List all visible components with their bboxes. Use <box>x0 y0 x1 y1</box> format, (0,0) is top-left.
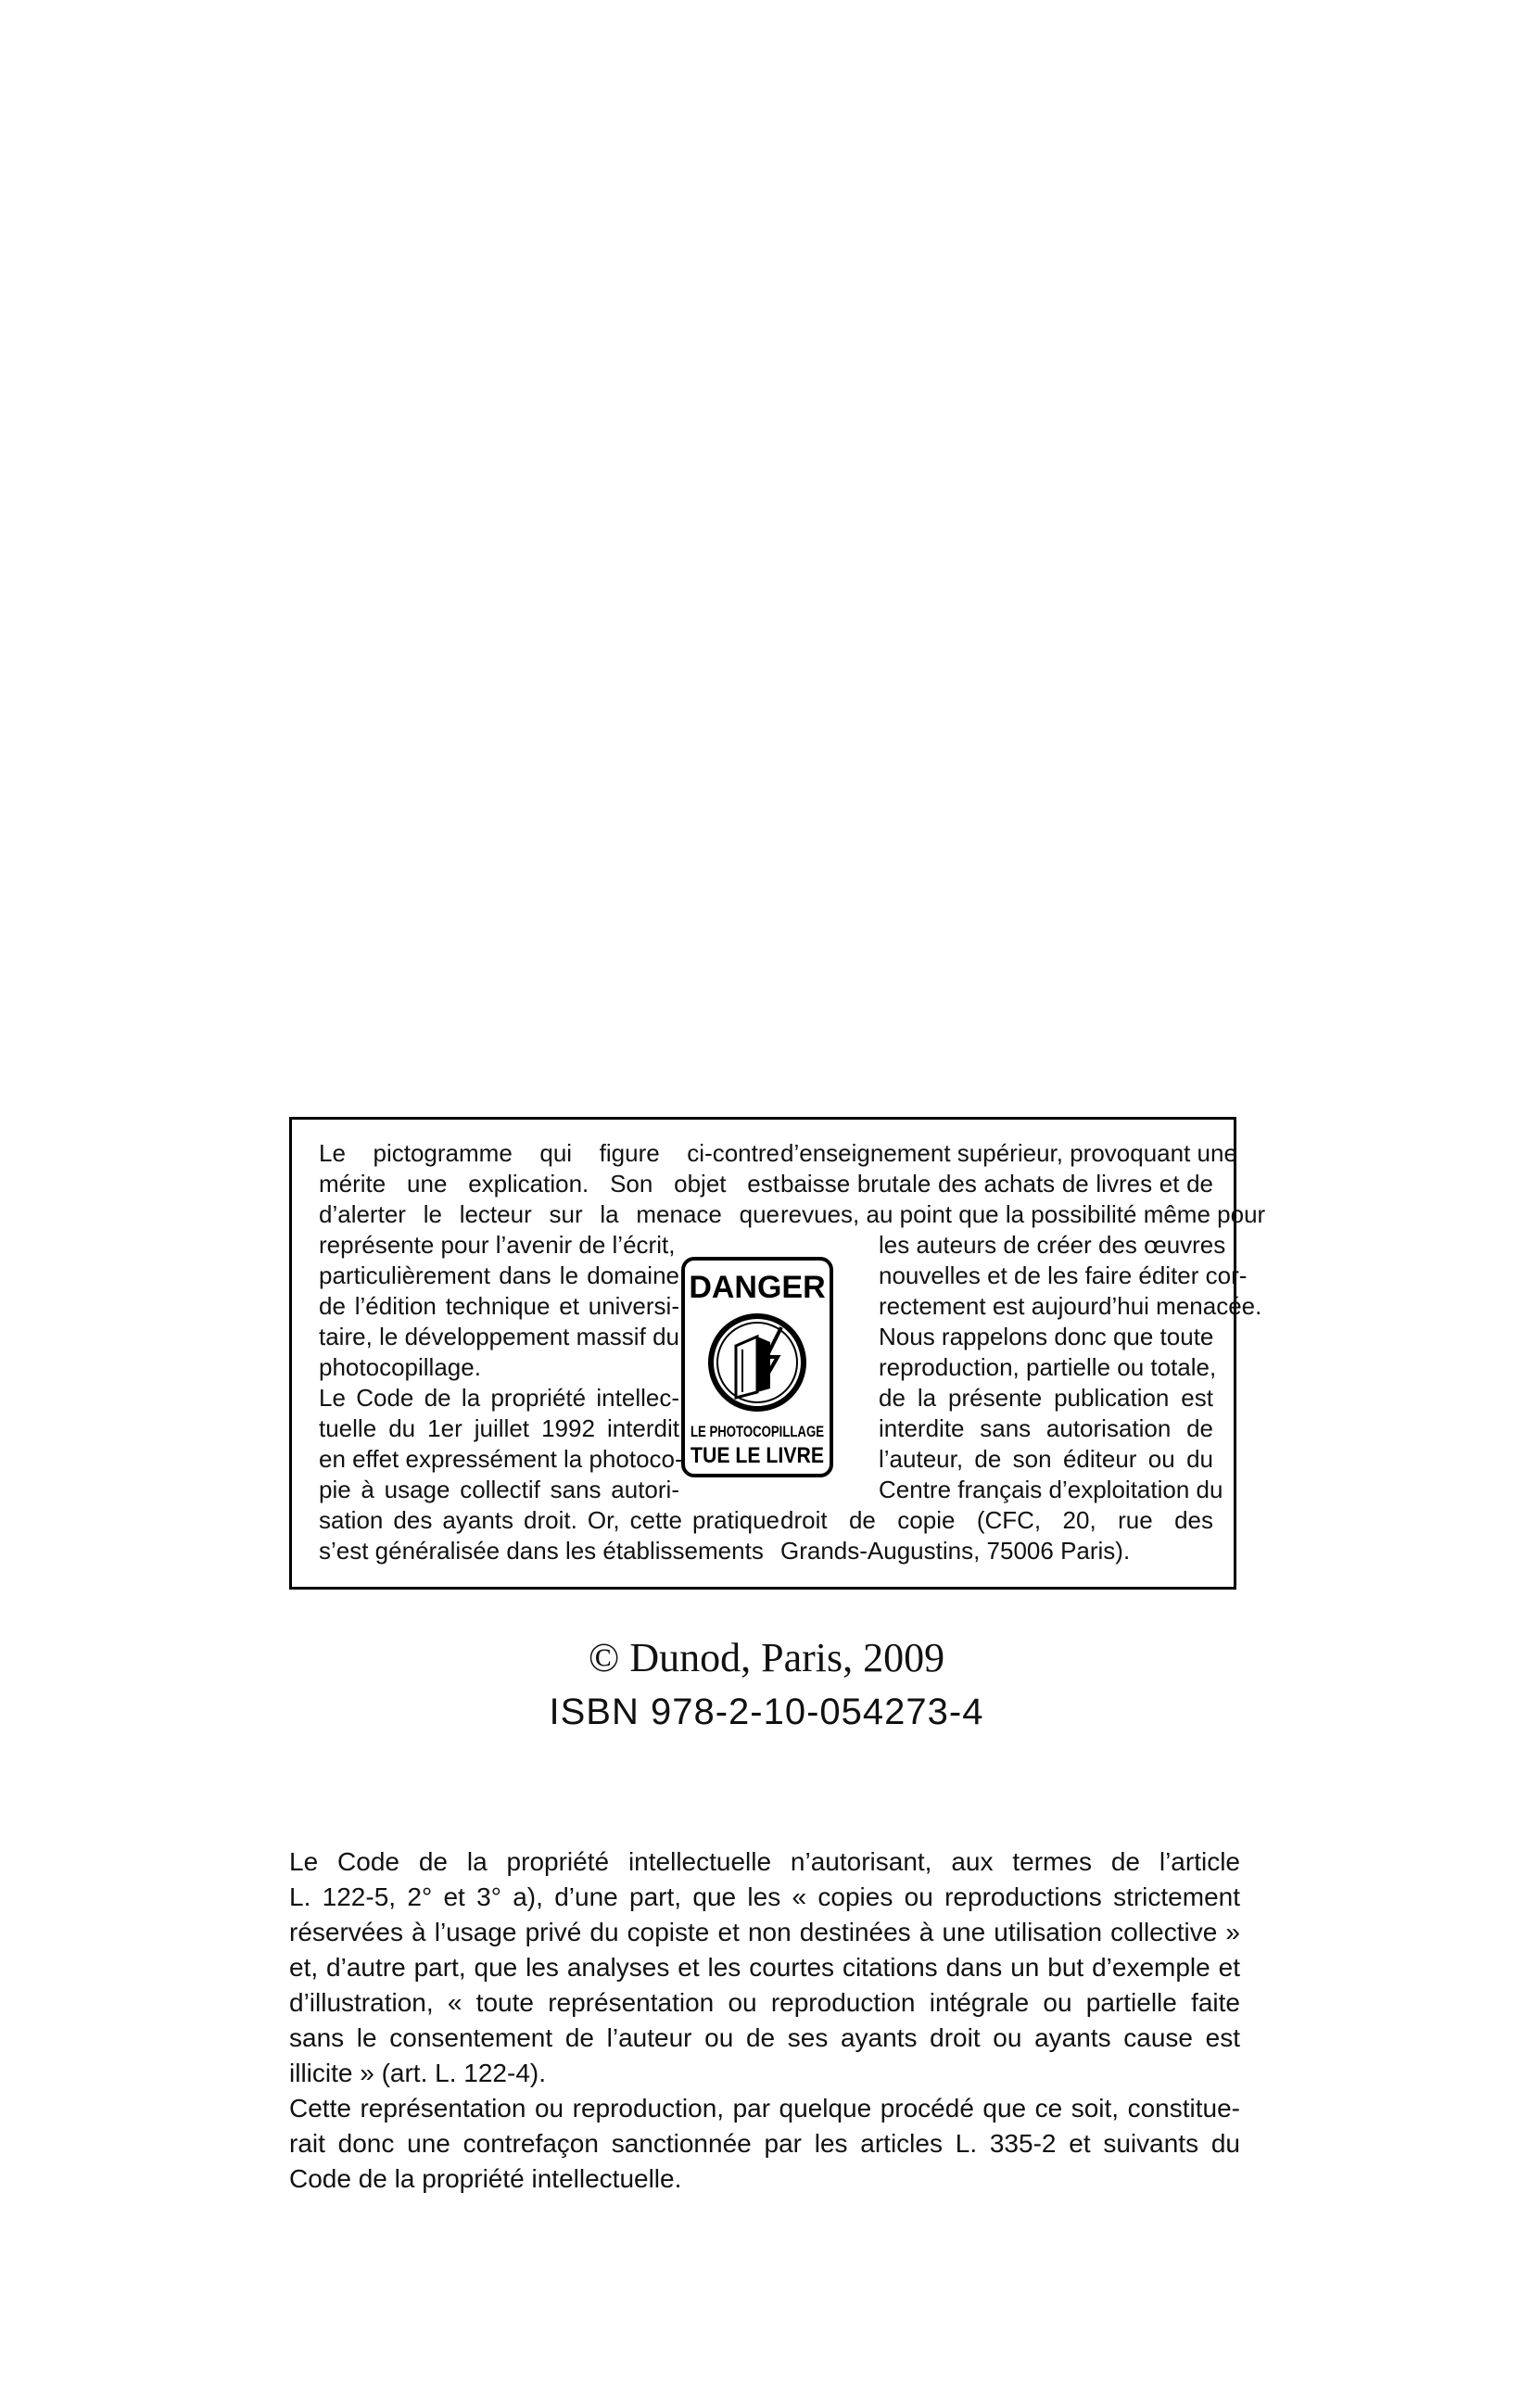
notice-right-line: rectement est aujourd’hui menacée. <box>879 1292 1262 1320</box>
notice-left-line: s’est généralisée dans les établissements <box>319 1537 764 1565</box>
notice-right-line: nouvelles et de les faire éditer cor- <box>879 1261 1248 1289</box>
notice-left-line: d’alerter le lecteur sur la menace que <box>319 1200 779 1228</box>
legal-line: Cette représentation ou reproduction, par quelque procédé que ce soit, constitue- <box>289 2094 1240 2123</box>
notice-right-line: interdite sans autorisation de <box>879 1414 1213 1442</box>
notice-right-line: Grands-Augustins, 75006 Paris). <box>780 1537 1131 1565</box>
legal-line: Code de la propriété intellectuelle. <box>289 2164 682 2193</box>
legal-line: L. 122-5, 2° et 3° a), d’une part, que les « copies ou reproductions strictement <box>289 1882 1240 1911</box>
notice-right-line: reproduction, partielle ou totale, <box>879 1353 1217 1381</box>
notice-left-line: Le Code de la propriété intellec- <box>319 1384 679 1412</box>
book-lightning-icon <box>711 1316 804 1409</box>
logo-tue-le-livre-text: TUE LE LIVRE <box>690 1443 824 1468</box>
notice-right-line: baisse brutale des achats de livres et de <box>780 1170 1213 1198</box>
notice-left-line: en effet expressément la photoco- <box>319 1445 683 1473</box>
danger-photocopillage-logo <box>681 1257 833 1477</box>
notice-left-line: Le pictogramme qui figure ci-contre <box>319 1139 779 1167</box>
notice-left-line: photocopillage. <box>319 1353 481 1381</box>
notice-left-line: particulièrement dans le domaine <box>319 1261 679 1289</box>
notice-left-line: mérite une explication. Son objet est <box>319 1170 779 1198</box>
notice-right-line: Centre français d’exploitation du <box>879 1476 1223 1503</box>
notice-right-line: d’enseignement supérieur, provoquant une <box>780 1139 1237 1167</box>
legal-line: d’illustration, « toute représentation ou reproduction intégrale ou partielle faite <box>289 1988 1240 2017</box>
legal-line: et, d’autre part, que les analyses et les courtes citations dans un but d’exemple et <box>289 1953 1240 1982</box>
isbn-line: ISBN 978-2-10-054273-4 <box>549 1692 984 1732</box>
photocopy-notice-box <box>289 1117 1266 1590</box>
notice-right-line: de la présente publication est <box>879 1384 1213 1412</box>
notice-right-line: les auteurs de créer des œuvres <box>879 1231 1226 1259</box>
logo-danger-text: DANGER <box>689 1270 826 1305</box>
copyright-line: © Dunod, Paris, 2009 <box>588 1635 945 1680</box>
notice-right-line: Nous rappelons donc que toute <box>879 1323 1214 1350</box>
notice-left-line: de l’édition technique et universi- <box>319 1292 679 1320</box>
legal-line: illicite » (art. L. 122-4). <box>289 2059 546 2087</box>
notice-right-line: l’auteur, de son éditeur ou du <box>879 1445 1213 1473</box>
legal-line: réservées à l’usage privé du copiste et non destinées à une utilisation collective » <box>289 1918 1240 1946</box>
notice-right-line: revues, au point que la possibilité même pour <box>780 1200 1266 1228</box>
logo-photocopillage-text: LE PHOTOCOPILLAGE <box>690 1423 824 1440</box>
notice-left-line: tuelle du 1er juillet 1992 interdit <box>319 1414 679 1442</box>
notice-left-line: représente pour l’avenir de l’écrit, <box>319 1231 676 1259</box>
notice-left-line: sation des ayants droit. Or, cette pratique <box>319 1506 779 1534</box>
legal-line: Le Code de la propriété intellectuelle n’autorisant, aux termes de l’article <box>289 1847 1240 1876</box>
legal-line: sans le consentement de l’auteur ou de ses ayants droit ou ayants cause est <box>289 2023 1240 2052</box>
logo-graphic <box>685 1261 830 1474</box>
notice-left-line: taire, le développement massif du <box>319 1323 679 1350</box>
notice-right-line: droit de copie (CFC, 20, rue des <box>780 1506 1213 1534</box>
legal-line: rait donc une contrefaçon sanctionnée par les articles L. 335-2 et suivants du <box>289 2129 1240 2158</box>
notice-left-line: pie à usage collectif sans autori- <box>319 1476 679 1503</box>
legal-notice <box>289 1844 1240 2197</box>
